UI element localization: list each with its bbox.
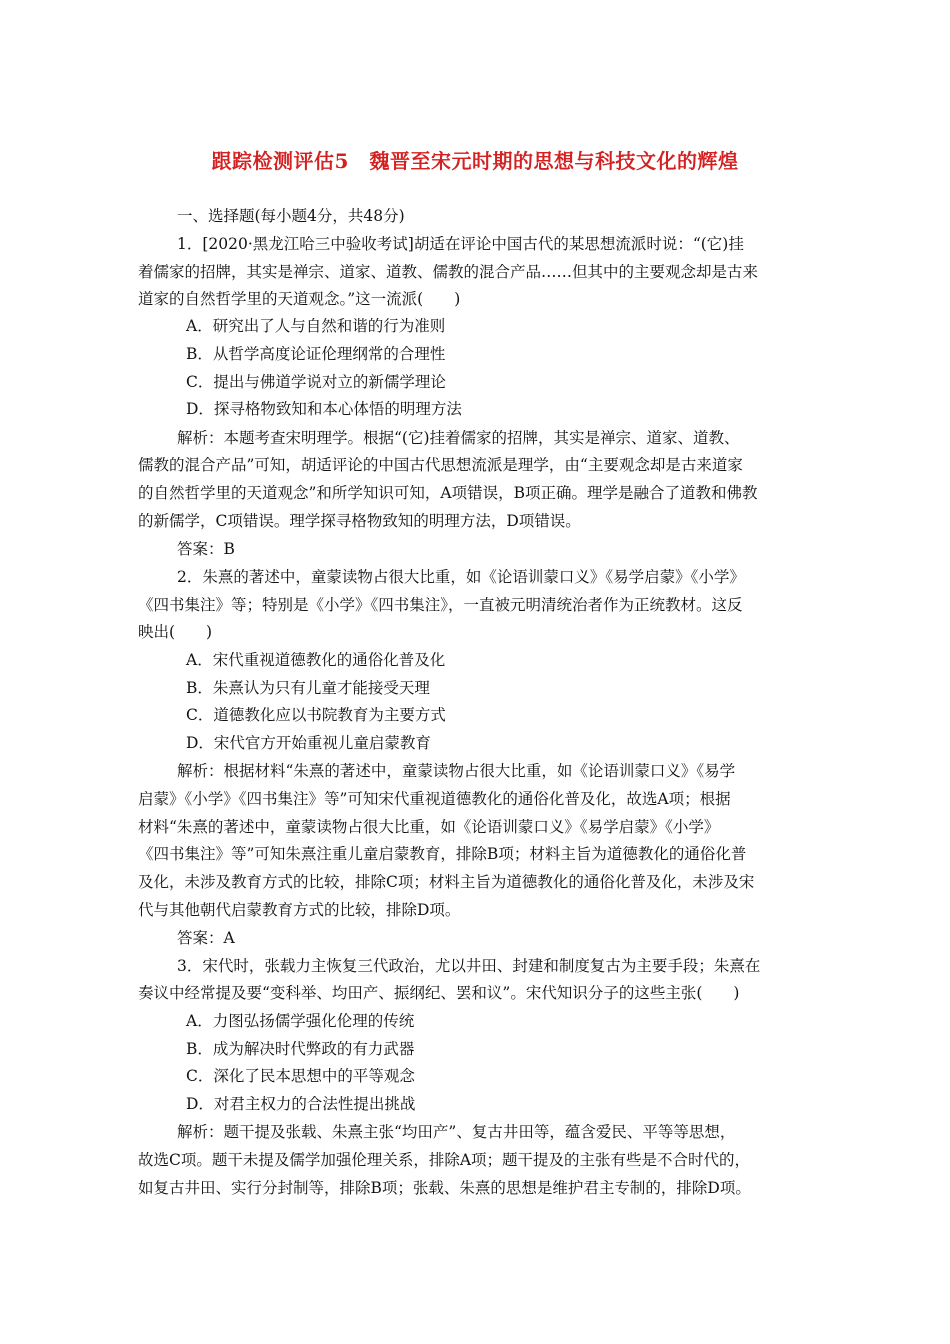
q3-analysis-line: 解析：题干提及张载、朱熹主张“均田产”、复古井田等，蕴含爱民、平等等思想， bbox=[177, 1123, 736, 1141]
q1-answer: 答案：B bbox=[177, 540, 235, 558]
q2-analysis-line: 及化，未涉及教育方式的比较，排除C项；材料主旨为道德教化的通俗化普及化，未涉及宋 bbox=[138, 873, 755, 891]
q1-analysis-line: 的自然哲学里的天道观念”和所学知识可知，A项错误，B项正确。理学是融合了道教和佛教 bbox=[138, 484, 758, 502]
q2-stem-line: 2．朱熹的著述中，童蒙读物占很大比重，如《论语训蒙口义》《易学启蒙》《小学》 bbox=[177, 568, 745, 586]
q2-analysis-line: 启蒙》《小学》《四书集注》等”可知宋代重视道德教化的通俗化普及化，故选A项；根据 bbox=[138, 790, 731, 808]
page-title: 跟踪检测评估5 魏晋至宋元时期的思想与科技文化的辉煌 bbox=[211, 149, 739, 173]
q2-analysis-line: 材料“朱熹的著述中，童蒙读物占很大比重，如《论语训蒙口义》《易学启蒙》《小学》 bbox=[138, 818, 720, 836]
q2-option-c: C．道德教化应以书院教育为主要方式 bbox=[186, 706, 446, 724]
q3-option-a: A．力图弘扬儒学强化伦理的传统 bbox=[186, 1012, 415, 1030]
q3-option-c: C．深化了民本思想中的平等观念 bbox=[186, 1067, 415, 1085]
section-heading: 一、选择题(每小题4分，共48分) bbox=[177, 207, 405, 225]
q3-option-b: B．成为解决时代弊政的有力武器 bbox=[186, 1040, 415, 1058]
q3-analysis-line: 如复古井田、实行分封制等，排除B项；张载、朱熹的思想是维护君主专制的，排除D项。 bbox=[138, 1179, 751, 1197]
q3-option-d: D．对君主权力的合法性提出挑战 bbox=[186, 1095, 416, 1113]
q3-analysis-line: 故选C项。题干未提及儒学加强伦理关系，排除A项；题干提及的主张有些是不合时代的， bbox=[138, 1151, 751, 1169]
q3-stem-line: 3．宋代时，张载力主恢复三代政治，尤以井田、封建和制度复古为主要手段；朱熹在 bbox=[177, 957, 761, 975]
q2-stem-line: 映出( ) bbox=[138, 623, 213, 641]
q2-option-d: D．宋代官方开始重视儿童启蒙教育 bbox=[186, 734, 431, 752]
q1-analysis-line: 的新儒学，C项错误。理学探寻格物致知的明理方法，D项错误。 bbox=[138, 512, 581, 530]
q1-option-a: A．研究出了人与自然和谐的行为准则 bbox=[186, 317, 446, 335]
q1-option-c: C．提出与佛道学说对立的新儒学理论 bbox=[186, 373, 446, 391]
q1-analysis-line: 儒教的混合产品”可知，胡适评论的中国古代思想流派是理学，由“主要观念却是古来道家 bbox=[138, 456, 743, 474]
q3-stem-line: 奏议中经常提及要“变科举、均田产、振纲纪、罢和议”。宋代知识分子的这些主张( ) bbox=[138, 984, 740, 1002]
q1-stem-line: 着儒家的招牌，其实是禅宗、道家、道教、儒教的混合产品……但其中的主要观念却是古来 bbox=[138, 263, 759, 281]
q2-analysis-line: 《四书集注》等”可知朱熹注重儿童启蒙教育，排除B项；材料主旨为道德教化的通俗化普 bbox=[138, 845, 747, 863]
q1-analysis-line: 解析：本题考查宋明理学。根据“(它)挂着儒家的招牌，其实是禅宗、道家、道教、 bbox=[177, 429, 740, 447]
q1-option-b: B．从哲学高度论证伦理纲常的合理性 bbox=[186, 345, 446, 363]
q1-stem-line: 1．[2020·黑龙江哈三中验收考试]胡适在评论中国古代的某思想流派时说：“(它)挂 bbox=[177, 235, 744, 253]
q2-stem-line: 《四书集注》等；特别是《小学》《四书集注》，一直被元明清统治者作为正统教材。这反 bbox=[138, 596, 743, 614]
q1-stem-line: 道家的自然哲学里的天道观念。”这一流派( ) bbox=[138, 290, 461, 308]
q2-option-b: B．朱熹认为只有儿童才能接受天理 bbox=[186, 679, 430, 697]
q2-option-a: A．宋代重视道德教化的通俗化普及化 bbox=[186, 651, 446, 669]
q2-analysis-line: 解析：根据材料“朱熹的著述中，童蒙读物占很大比重，如《论语训蒙口义》《易学 bbox=[177, 762, 736, 780]
q2-analysis-line: 代与其他朝代启蒙教育方式的比较，排除D项。 bbox=[138, 901, 461, 919]
q1-option-d: D．探寻格物致知和本心体悟的明理方法 bbox=[186, 400, 462, 418]
q2-answer: 答案：A bbox=[177, 929, 235, 947]
